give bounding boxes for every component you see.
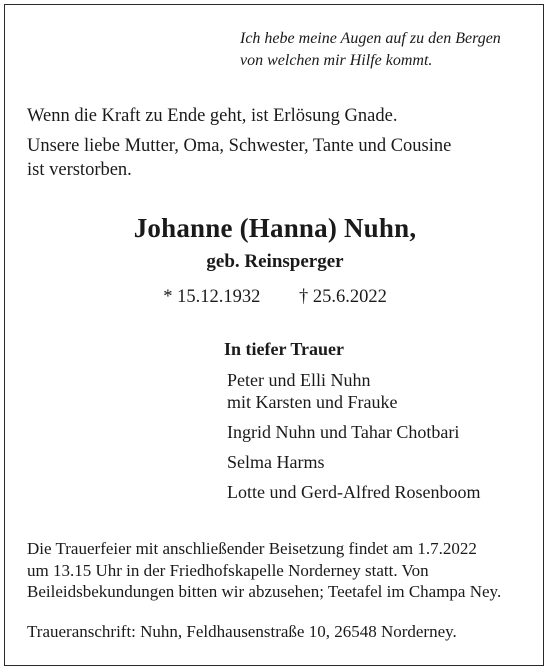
mourner-group — [227, 451, 542, 473]
mourner-name: Peter und Elli Nuhn — [227, 370, 371, 390]
service-line: um 13.15 Uhr in der Friedhofskapelle Norderney statt. Von — [27, 560, 429, 580]
mourning-address: Traueranschrift: Nuhn, Feldhausenstraße 10, 26548 Norderney. — [27, 622, 457, 641]
service-info — [27, 538, 532, 603]
deceased-name: Johanne (Hanna) Nuhn, — [133, 213, 417, 243]
mourner-name: Lotte und Gerd-Alfred Rosenboom — [227, 482, 481, 502]
mourner-name: mit Karsten und Frauke — [227, 392, 398, 412]
mourner-group — [227, 421, 542, 443]
mourner-name: Ingrid Nuhn und Tahar Chotbari — [227, 422, 460, 442]
intro-text — [27, 104, 527, 188]
service-line: Die Trauerfeier mit anschließender Beisetzung findet am 1.7.2022 — [27, 539, 477, 558]
bible-verse-line: von welchen mir Hilfe kommt. — [240, 52, 433, 69]
mourner-group — [227, 481, 542, 503]
bible-verse — [240, 28, 530, 72]
birth-date: * 15.12.1932 — [163, 287, 261, 307]
bible-verse-line: Ich hebe meine Augen auf zu den Bergen — [240, 30, 501, 47]
mourners-list — [222, 338, 542, 511]
life-dates — [0, 284, 550, 310]
maiden-name: geb. Reinsperger — [206, 251, 344, 272]
intro-line: Wenn die Kraft zu Ende geht, ist Erlösung Gnade. — [27, 106, 398, 126]
service-line: Beileidsbekundungen bitten wir abzusehen; Teetafel im Champa Ney. — [27, 582, 502, 601]
mourner-name: Selma Harms — [227, 452, 325, 472]
deceased-block — [0, 210, 550, 310]
death-date: † 25.6.2022 — [298, 287, 387, 307]
intro-line: Unsere liebe Mutter, Oma, Schwester, Tante und Cousine — [27, 136, 452, 156]
intro-line: ist verstorben. — [27, 160, 132, 180]
intro-announcement — [27, 134, 527, 182]
mourners-heading: In tiefer Trauer — [224, 339, 344, 359]
mourner-group — [227, 369, 542, 413]
